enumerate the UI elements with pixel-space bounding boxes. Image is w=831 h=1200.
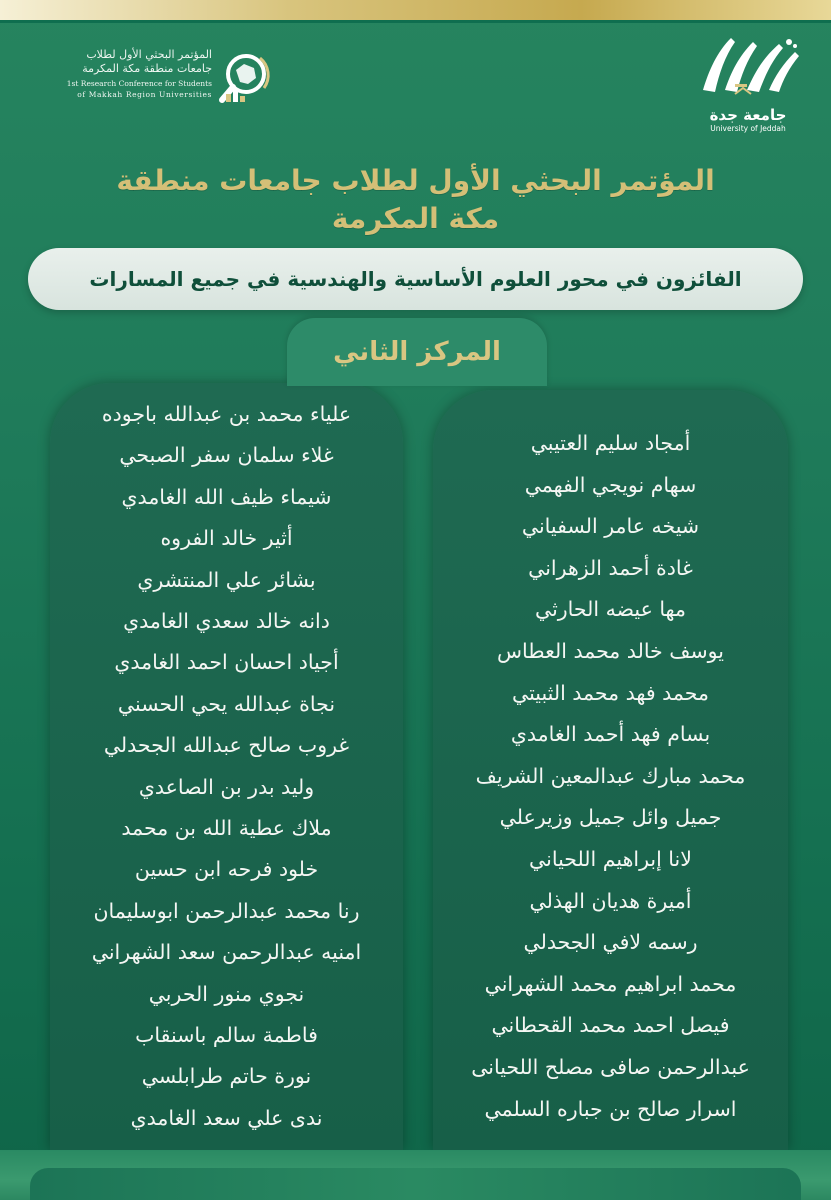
- university-of-jeddah-emblem-icon: [695, 30, 803, 102]
- winner-name: أجياد احسان احمد الغامدي: [114, 650, 339, 675]
- winner-name: بسام فهد أحمد الغامدي: [510, 722, 711, 747]
- subtitle-bar: [28, 248, 803, 310]
- winner-name: يوسف خالد محمد العطاس: [497, 639, 724, 663]
- winner-name: أثير خالد الفروه: [160, 526, 293, 551]
- rank-tab: [287, 318, 547, 386]
- winner-name: أميرة هديان الهذلي: [529, 888, 692, 913]
- winner-name: علياء محمد بن عبدالله باجوده: [101, 402, 352, 426]
- university-name-arabic: جامعة جدة: [709, 106, 787, 124]
- winner-name: دانه خالد سعدي الغامدي: [123, 609, 330, 633]
- winner-name: نورة حاتم طرابلسي: [141, 1064, 312, 1089]
- footer-inner-band: [30, 1168, 801, 1200]
- winner-name: وليد بدر بن الصاعدي: [138, 774, 315, 799]
- winner-name: مها عيضه الحارثي: [534, 597, 686, 622]
- winner-name: ملاك عطية الله بن محمد: [121, 816, 332, 840]
- conference-logo-text: [40, 48, 212, 100]
- winner-name: لانا إبراهيم اللحياني: [529, 847, 692, 871]
- conference-logo-english-line1: 1st Research Conference for Students: [66, 79, 212, 88]
- winner-name: غلاء سلمان سفر الصبحي: [119, 443, 334, 468]
- winner-name: نجاة عبدالله يحي الحسني: [117, 691, 336, 716]
- winner-name: ندى علي سعد الغامدي: [130, 1105, 323, 1130]
- winner-name: غروب صالح عبدالله الجحدلي: [103, 733, 350, 758]
- university-name-english: University of Jeddah: [710, 124, 786, 133]
- winner-name: بشائر علي المنتشري: [137, 567, 316, 592]
- top-gold-bar: [0, 0, 831, 20]
- winner-name: محمد فهد محمد الثبيتي: [512, 680, 709, 705]
- winner-name: امنيه عبدالرحمن سعد الشهراني: [91, 940, 362, 965]
- winner-name: عبدالرحمن صافى مصلح اللحيانى: [471, 1055, 750, 1079]
- conference-logo-english-line2: of Makkah Region Universities: [77, 90, 212, 99]
- winner-name: سهام نويجي الفهمي: [524, 472, 697, 497]
- winner-name: محمد ابراهيم محمد الشهراني: [484, 971, 737, 996]
- winners-column-left: [50, 383, 403, 1150]
- winner-name: غادة أحمد الزهراني: [528, 555, 693, 580]
- conference-logo-arabic-line1: المؤتمر البحثي الأول لطلاب: [86, 48, 212, 61]
- conference-logo-arabic-line2: جامعات منطقة مكة المكرمة: [82, 62, 212, 75]
- rank-label: المركز الثاني: [333, 337, 501, 367]
- winner-name: رسمه لافي الجحدلي: [523, 930, 698, 955]
- top-ribbon: [0, 20, 831, 23]
- winner-name: خلود فرحه ابن حسين: [134, 857, 319, 882]
- subtitle-text: الفائزون في محور العلوم الأساسية والهندسية في جميع المسارات: [89, 267, 742, 291]
- conference-logo: [40, 42, 270, 122]
- page-title-line1: المؤتمر البحثي الأول لطلاب جامعات منطقة: [116, 164, 715, 197]
- winner-name: شيماء ظيف الله الغامدي: [121, 484, 332, 509]
- winner-name: جميل وائل جميل وزيرعلي: [499, 805, 722, 830]
- university-logo: [693, 30, 803, 140]
- page-title: [80, 162, 751, 238]
- page-title-line2: مكة المكرمة: [331, 202, 500, 235]
- winner-name: نجوي منور الحربي: [148, 981, 305, 1006]
- winner-name: فيصل احمد محمد القحطاني: [491, 1013, 730, 1038]
- winner-name: أمجاد سليم العتيبي: [530, 431, 691, 455]
- winner-name: رنا محمد عبدالرحمن ابوسليمان: [93, 898, 360, 923]
- winner-name: شيخه عامر السفياني: [521, 514, 700, 539]
- winner-name: فاطمة سالم باسنقاب: [135, 1023, 318, 1047]
- magnifier-map-icon: [216, 48, 274, 106]
- winner-name: محمد مبارك عبدالمعين الشريف: [475, 763, 746, 788]
- winners-column-right: [433, 390, 788, 1150]
- winner-name: اسرار صالح بن جباره السلمي: [484, 1096, 737, 1121]
